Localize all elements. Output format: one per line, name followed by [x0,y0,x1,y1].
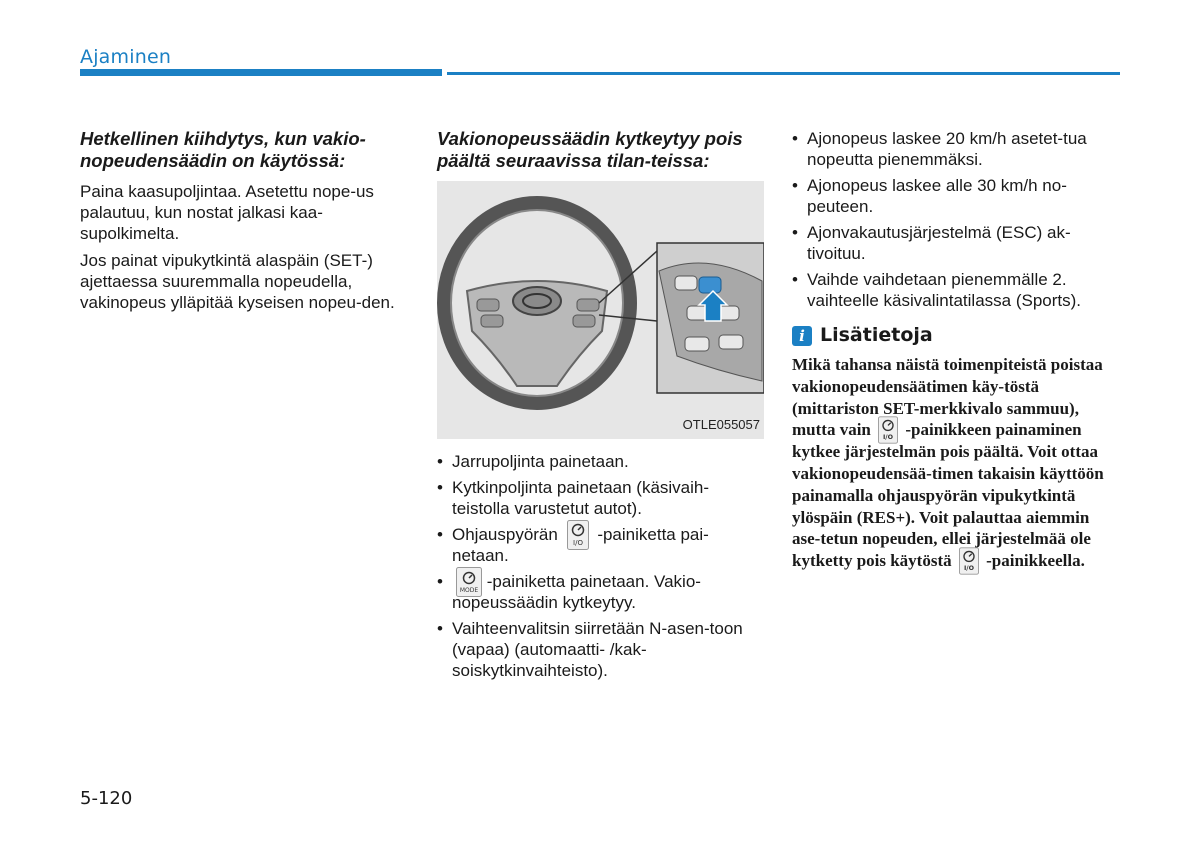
info-icon: i [792,326,812,346]
col1-paragraph-2: Jos painat vipukytkintä alaspäin (SET-) ajettaessa suuremmalla nopeudella, vakinopeus ylläpitää kyseisen nopeu-den. [80,251,395,312]
section-title: Ajaminen [80,46,172,68]
list-item: • Ajonvakautusjärjestelmä (ESC) ak-tivoituu. [792,222,1120,264]
cruise-onoff-button-icon [567,520,589,550]
svg-text:I/O: I/O [883,434,894,442]
info-header [792,325,1120,346]
col2-bullet-list [437,451,764,681]
svg-text:I/O: I/O [572,538,583,547]
steering-wheel-illustration [437,181,764,439]
header-rule-thin [447,72,1120,75]
column-1 [80,128,406,319]
column-3 [792,128,1120,572]
svg-text:MODE: • MODE [459,586,479,594]
col1-heading: Hetkellinen kiihdytys, kun vakio-nopeudensäädin on käytössä: [80,128,366,171]
list-item: • Kytkinpoljinta painetaan (käsivaih-teistolla varustetut autot). [437,477,764,519]
page-number: 5-120 [80,788,133,809]
header-rule-thick [80,69,442,76]
svg-text:I/O: I/O [963,565,974,573]
list-item: • Vaihde vaihdetaan pienemmälle 2. vaihteelle käsivalintatilassa (Sports). [792,269,1120,311]
col3-bullet-list [792,128,1120,311]
col2-heading: Vakionopeussäädin kytkeytyy pois päältä seuraavissa tilan-teissa: [437,128,743,171]
cruise-onoff-button-icon [878,416,898,444]
cruise-onoff-button-icon [959,547,979,575]
figure-code: OTLE055057 [682,417,760,432]
steering-wheel-figure [437,181,764,439]
list-item: • Vaihteenvalitsin siirretään N-asen-toon (vapaa) (automaatti- /kak-soiskytkinvaihteisto). [437,618,764,681]
column-2 [437,128,764,686]
col1-paragraph-1: Paina kaasupoljintaa. Asetettu nope-us palautuu, kun nostat jalkasi kaa-supolkimelta. [80,182,374,243]
list-item: • Ajonopeus laskee alle 30 km/h no-peuteen. [792,175,1120,217]
info-title: Lisätietoja [820,324,933,346]
info-text: Mikä tahansa näistä toimenpiteistä poistaa vakionopeudensäätimen käy-töstä (mittariston SET-merkkivalo sammuu), mutta vain I/O -painikkeen painaminen kytkee järjestelmän pois päältä. Voit ottaa vakionopeudensää-timen takaisin käyttöön painamalla ohjauspyörän vipukytkintä ylöspäin (RES+). Voit palauttaa aiemmin ase-tetun nopeuden, ellei järjestelmää ole kytketty pois käytöstä I/O -painikkeella. [792,354,1120,572]
list-item: • Ohjauspyörän I/O -painiketta pai-netaan. [437,524,764,566]
list-item: • Jarrupoljinta painetaan. [437,451,764,472]
list-item: • Ajonopeus laskee 20 km/h asetet-tua nopeutta pienemmäksi. [792,128,1120,170]
list-item: • MODE -painiketta painetaan. Vakio-nopeussäädin kytkeytyy. [437,571,764,613]
